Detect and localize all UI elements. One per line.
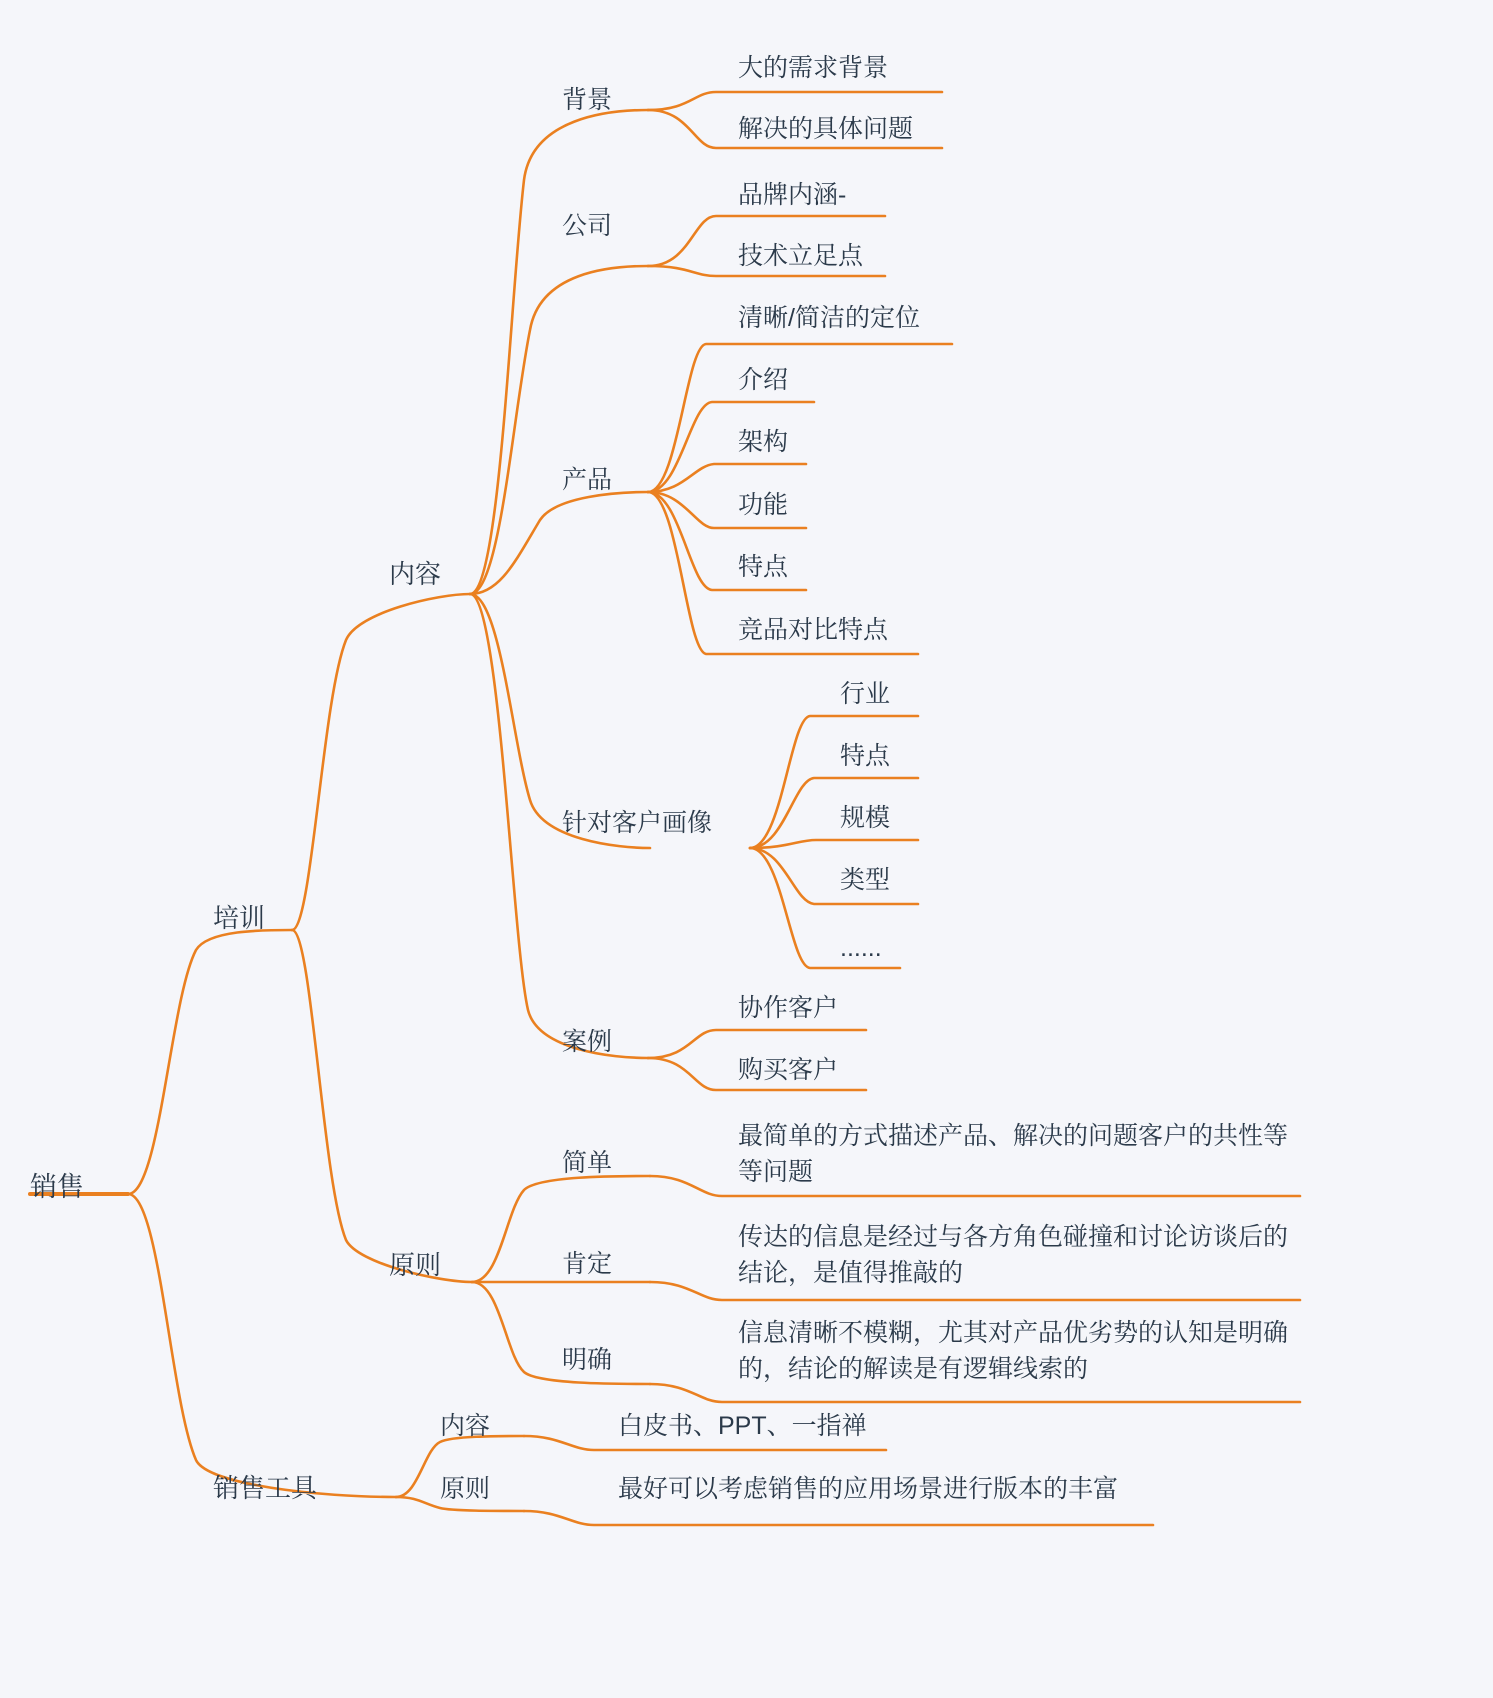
mindmap-leaf-l16[interactable]: 协作客户 xyxy=(738,994,839,1022)
mindmap-node-t-neirong[interactable]: 内容 xyxy=(440,1412,491,1440)
mindmap-node-tool[interactable]: 销售工具 xyxy=(213,1473,318,1503)
mindmap-node-jiandan[interactable]: 简单 xyxy=(562,1149,613,1177)
mindmap-leaf-l11[interactable]: 行业 xyxy=(840,680,891,708)
edge-peixun-yuanze xyxy=(292,930,472,1282)
mindmap-leaf-l12[interactable]: 特点 xyxy=(840,742,891,770)
mindmap-leaf-l5[interactable]: 清晰/简洁的定位 xyxy=(738,304,920,332)
mindmap-leaf-l19[interactable]: 传达的信息是经过与各方角色碰撞和讨论访谈后的结论，是值得推敲的 xyxy=(738,1223,1289,1288)
edge-toolyuanze-l22 xyxy=(524,1511,1153,1525)
edge-beijing-l1 xyxy=(648,92,942,110)
mindmap-leaf-l8[interactable]: 功能 xyxy=(738,491,789,519)
edge-root-tool xyxy=(128,1194,396,1497)
mindmap-node-t-yuanze[interactable]: 原则 xyxy=(440,1475,491,1503)
mindmap-leaf-l22[interactable]: 最好可以考虑销售的应用场景进行版本的丰富 xyxy=(618,1475,1119,1503)
edge-yuanze-jiandan xyxy=(472,1176,650,1282)
mindmap-node-peixun[interactable]: 培训 xyxy=(213,903,266,933)
mindmap-node-beijing[interactable]: 背景 xyxy=(562,86,613,114)
edge-peixun-neirong xyxy=(292,594,470,930)
mindmap-leaf-l6[interactable]: 介绍 xyxy=(738,366,789,394)
edge-huaxiang-l13 xyxy=(750,840,918,848)
mindmap-leaf-l13[interactable]: 规模 xyxy=(840,804,891,832)
mindmap-node-gongsi[interactable]: 公司 xyxy=(562,212,613,240)
mindmap-node-neirong[interactable]: 内容 xyxy=(389,559,442,589)
edge-root-peixun xyxy=(128,930,292,1194)
mindmap-leaf-l1[interactable]: 大的需求背景 xyxy=(738,54,889,82)
mindmap-leaf-l9[interactable]: 特点 xyxy=(738,553,789,581)
edge-yuanze-mingque xyxy=(472,1282,650,1384)
mindmap-leaf-l3[interactable]: 品牌内涵- xyxy=(738,181,847,209)
mindmap-leaf-l18[interactable]: 最简单的方式描述产品、解决的问题客户的共性等等问题 xyxy=(738,1122,1289,1187)
mindmap-node-yuanze[interactable]: 原则 xyxy=(389,1250,442,1280)
mindmap-node-anli[interactable]: 案例 xyxy=(562,1028,613,1056)
edge-huaxiang-l11 xyxy=(750,716,918,848)
edge-neirong-beijing xyxy=(470,110,648,594)
mindmap-leaf-l10[interactable]: 竞品对比特点 xyxy=(738,616,889,644)
mindmap-leaf-l15[interactable]: ...... xyxy=(840,934,882,962)
mindmap-leaf-l20[interactable]: 信息清晰不模糊，尤其对产品优劣势的认知是明确的，结论的解读是有逻辑线索的 xyxy=(738,1319,1289,1384)
mindmap-leaf-l7[interactable]: 架构 xyxy=(738,428,789,456)
mindmap-node-root[interactable]: 销售 xyxy=(30,1172,84,1202)
mindmap-leaf-l21[interactable]: 白皮书、PPT、一指禅 xyxy=(618,1412,867,1440)
edge-chanpin-l5 xyxy=(648,344,952,492)
mindmap-node-mingque[interactable]: 明确 xyxy=(562,1346,613,1374)
mindmap-node-kending[interactable]: 肯定 xyxy=(562,1250,613,1278)
mindmap-node-huaxiang[interactable]: 针对客户画像 xyxy=(562,809,713,837)
edge-neirong-gongsi xyxy=(470,266,648,594)
mindmap-node-chanpin[interactable]: 产品 xyxy=(562,466,613,494)
mindmap-leaf-l17[interactable]: 购买客户 xyxy=(738,1056,839,1084)
mindmap-leaf-l4[interactable]: 技术立足点 xyxy=(738,242,864,270)
mindmap-leaf-l14[interactable]: 类型 xyxy=(840,866,891,894)
mindmap-leaf-l2[interactable]: 解决的具体问题 xyxy=(738,115,914,143)
